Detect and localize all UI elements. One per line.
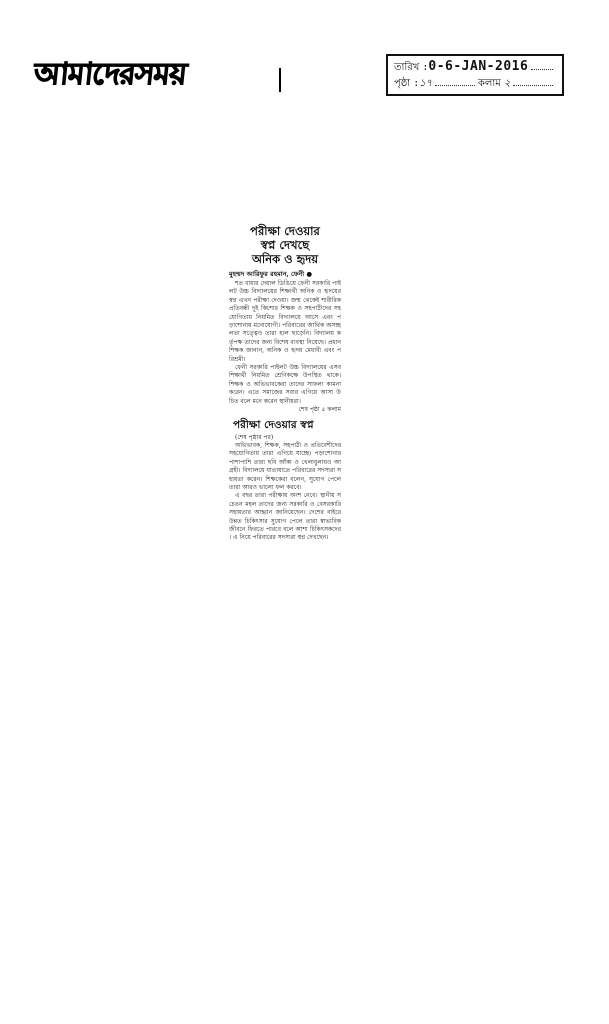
stamp-date-label: তারিখ [394,62,420,73]
stamp-dotted-line [435,76,475,86]
article-paragraph: এ বছর তারা পরীক্ষায় অংশ নেবে। স্থানীয় সচেতন মহল তাদের জন্য সরকারি ও বেসরকারি সহায়তার আহ্বান জানিয়েছেন। দেশের বাইরে উন্নত চিকিৎসার সুযোগ পেলে তারা স্বাভাবিক জীবনে ফিরতে পারবে বলে আশা চিকিৎসকদের। এ নিয়ে পরিবারের সদস্যরা স্বপ্ন দেখছেন। [229,492,341,542]
continued-note: শেষ পৃষ্ঠা ৫ কলাম [298,406,341,414]
headline-line: অনিক ও হৃদয় [251,252,319,266]
stamp-column-label: কলাম [477,78,501,89]
stamp-page-value: ১৭ [419,78,433,89]
news-article-clipping [229,218,341,703]
stamp-dotted-line [531,60,553,70]
article-body [229,280,341,415]
stamp-date-row: তারিখ : 0-6-JAN-2016 [394,59,556,76]
clipping-stamp [386,54,564,96]
stamp-column-value: ২ [503,78,511,89]
article-headline [229,224,341,266]
masthead-divider [279,68,281,92]
stamp-dotted-line [513,76,553,86]
article-continuation-subhead: পরীক্ষা দেওয়ার স্বপ্ন [233,418,314,431]
headline-line: পরীক্ষা দেওয়ার [250,224,320,238]
article-paragraph: শত বাধার দেয়াল ডিঙিয়ে ফেনী সরকারি পাইলট উচ্চ বিদ্যালয়ের শিক্ষার্থী অনিক ও হৃদয়ের স্বপ্ন এখন পরীক্ষা দেওয়া। জন্ম থেকেই শারীরিক প্রতিবন্ধী দুই কিশোর শিক্ষক ও সহপাঠীদের সহযোগিতায় নিয়মিত বিদ্যালয়ে আসে এবং পড়াশোনায় মনোযোগী। পরিবারের আর্থিক অসচ্ছলতা সত্ত্বেও তারা হাল ছাড়েনি। বিদ্যালয় কর্তৃপক্ষ তাদের জন্য বিশেষ ব্যবস্থা নিয়েছে। প্রধান শিক্ষক জানান, অনিক ও হৃদয় মেধাবী এবং পরিশ্রমী। [229,280,341,363]
stamp-page-row: পৃষ্ঠা : ১৭ কলাম ২ [394,76,556,93]
headline-line: স্বপ্ন দেখছে [260,238,310,252]
continued-from-note: (শেষ পৃষ্ঠার পর) [235,433,274,441]
stamp-date-value: 0-6-JAN-2016 [428,59,529,74]
newspaper-masthead-logo: আমাদেরসময় [32,57,188,92]
article-byline: মুহম্মদ আরিফুর রহমান, ফেনী ● [229,270,313,278]
article-paragraph: অভিভাবক, শিক্ষক, সহপাঠী ও প্রতিবেশীদের সহযোগিতায় তারা এগিয়ে যাচ্ছে। পড়াশোনার পাশাপাশি তারা ছবি আঁকা ও খেলাধুলায়ও আগ্রহী। বিদ্যালয়ে যাতায়াতে পরিবারের সদস্যরা সহায়তা করেন। শিক্ষকেরা বলেন, সুযোগ পেলে তারা আরও ভালো ফল করবে। [229,441,341,491]
stamp-page-label: পৃষ্ঠা [394,78,411,89]
article-continuation-body [229,434,341,543]
article-paragraph: ফেনী সরকারি পাইলট উচ্চ বিদ্যালয়ের এসব শিক্ষার্থী নিয়মিত শ্রেণিকক্ষে উপস্থিত থাকে। শিক্ষক ও অভিভাবকেরা তাদের সাফল্য কামনা করেন। এতে সমাজের সবার এগিয়ে আসা উচিত বলে মনে করেন স্থানীয়রা। [229,364,341,405]
